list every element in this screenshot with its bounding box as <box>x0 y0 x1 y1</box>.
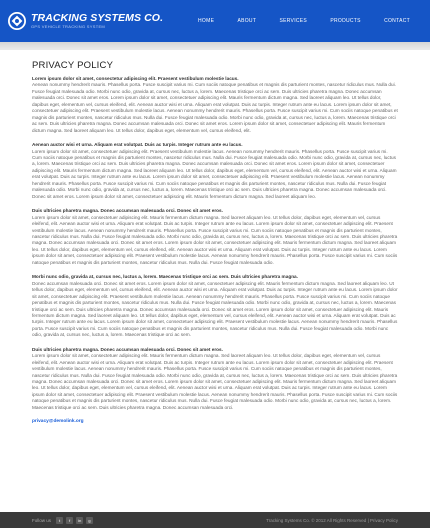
section-heading: Duis ultricies pharetra magna. Donec accumsan malesuada orci. Donec sit amet eros. <box>32 346 223 352</box>
main-nav <box>198 18 422 24</box>
nav-products[interactable]: PRODUCTS <box>330 18 361 24</box>
linkedin-icon[interactable]: in <box>77 517 82 523</box>
facebook-icon[interactable]: f <box>66 517 73 524</box>
logo-text <box>31 13 163 30</box>
site-header <box>0 0 430 42</box>
policy-section <box>32 347 398 412</box>
section-body: Lorem ipsum dolor sit amet, consectetuer adipiscing elit. Mauris fermentum dictum magna. Sed laoreet aliquam leo. Ut tellus dolor, dapibus eget, elementum vel, cursus eleifend, elit. Aenean auctor wisi et urna. Aliquam erat volutpat. Duis ac turpis. Integer rutrum ante eu lacus. Lorem ipsum dolor sit amet, consectetuer adipiscing elit. Praesent vestibulum molestie lacus. Aenean nonummy hendrerit mauris. Phasellus porta. Fusce suscipit varius mi. Cum sociis natoque penatibus et magnis dis parturient montes, nascetur ridiculus mus. Nulla dui. Fusce feugiat malesuada odio. Morbi nunc odio, gravida at, cursus nec, luctus a, lorem. Maecenas tristique orci ac sem. Duis ultricies pharetra magna. Donec accumsan malesuada orci. Donec sit amet eros. Lorem ipsum dolor sit amet, consectetuer adipiscing elit. Mauris fermentum dictum magna. Sed laoreet aliquam leo. Ut tellus dolor, dapibus eget, elementum vel, cursus eleifend, elit. Aenean auctor wisi et urna. Aliquam erat volutpat. Duis ac turpis. Integer rutrum ante eu lacus. Lorem ipsum dolor sit amet, consectetuer adipiscing elit. Praesent vestibulum molestie lacus. Aenean nonummy hendrerit mauris. Phasellus porta. Fusce suscipit varius mi. Cum sociis natoque penatibus et magnis dis parturient montes, nascetur ridiculus mus. Nulla dui. Fusce feugiat malesuada odio. Morbi nunc odio, gravida at, cursus nec, luctus a, lorem. Maecenas tristique orci ac sem. Duis ultricies pharetra magna. Donec accumsan malesuada orci. <box>32 353 398 410</box>
copyright-text: Tracking Systems Co. © 2012 All Rights Reserved | Privacy Policy <box>266 517 398 523</box>
logo-title: TRACKING SYSTEMS CO. <box>31 11 164 24</box>
site-logo[interactable] <box>8 12 198 30</box>
google-icon[interactable]: g <box>86 517 93 524</box>
main-content <box>0 50 430 424</box>
nav-services[interactable]: SERVICES <box>279 18 308 24</box>
section-body: Lorem ipsum dolor sit amet, consectetuer adipiscing elit. Mauris fermentum dictum magna. Sed laoreet aliquam leo. Ut tellus dolor, dapibus eget, elementum vel, cursus eleifend, elit. Aenean auctor wisi et urna. Aliquam erat volutpat. Duis ac turpis. Integer rutrum ante eu lacus. Lorem ipsum dolor sit amet, consectetuer adipiscing elit. Praesent vestibulum molestie lacus. Aenean nonummy hendrerit mauris. Phasellus porta. Fusce suscipit varius mi. Cum sociis natoque penatibus et magnis dis parturient montes, nascetur ridiculus mus. Nulla dui. Fusce feugiat malesuada odio. Morbi nunc odio, gravida at, cursus nec, luctus a, lorem. Maecenas tristique orci ac sem. Duis ultricies pharetra magna. Donec accumsan malesuada orci. Donec sit amet eros. Lorem ipsum dolor sit amet, consectetuer adipiscing elit. Mauris fermentum dictum magna. Sed laoreet aliquam leo. Ut tellus dolor, dapibus eget, elementum vel, cursus eleifend, elit. Aenean auctor wisi et urna. Aliquam erat volutpat. Duis ac turpis. Integer rutrum ante eu lacus. Lorem ipsum dolor sit amet, consectetuer adipiscing elit. Praesent vestibulum molestie lacus. Aenean nonummy hendrerit mauris. Phasellus porta. Fusce suscipit varius mi. Cum sociis natoque penatibus et magnis dis parturient montes, nascetur ridiculus mus. Nulla dui. Fusce feugiat malesuada odio. <box>32 214 398 265</box>
section-heading: Morbi nunc odio, gravida at, cursus nec, luctus a, lorem. Maecenas tristique orci ac sem. Duis ultricies pharetra magna. <box>32 274 298 280</box>
nav-home[interactable]: HOME <box>198 18 215 24</box>
contact-email-link[interactable]: privacy@demolink.org <box>32 419 84 425</box>
logo-subtitle: GPS VEHICLE TRACKING SYSTEM <box>31 24 106 30</box>
site-footer <box>0 512 430 528</box>
policy-section <box>32 274 398 339</box>
twitter-icon[interactable]: t <box>56 517 63 524</box>
policy-section <box>32 76 398 134</box>
section-body: Donec accumsan malesuada orci. Donec sit amet eros. Lorem ipsum dolor sit amet, consectetuer adipiscing elit. Mauris fermentum dictum magna. Sed laoreet aliquam leo. Ut tellus dolor, dapibus eget, elementum vel, cursus eleifend, elit. Aenean auctor wisi et urna. Aliquam erat volutpat. Duis ac turpis. Integer rutrum ante eu lacus. Lorem ipsum dolor sit amet, consectetuer adipiscing elit. Praesent vestibulum molestie lacus. Aenean nonummy hendrerit mauris. Phasellus porta. Fusce suscipit varius mi. Cum sociis natoque penatibus et magnis dis parturient montes, nascetur ridiculus mus. Nulla dui. Fusce feugiat malesuada odio. Morbi nunc odio, gravida at, cursus nec, luctus a, lorem. Maecenas tristique orci ac sem. Duis ultricies pharetra magna. Donec accumsan malesuada orci. Donec sit amet eros. Lorem ipsum dolor sit amet, consectetuer adipiscing elit. Mauris fermentum dictum magna. Sed laoreet aliquam leo. Ut tellus dolor, dapibus eget, elementum vel, cursus eleifend, elit. Aenean auctor wisi et urna. Aliquam erat volutpat. Duis ac turpis. Integer rutrum ante eu lacus. Lorem ipsum dolor sit amet, consectetuer adipiscing elit. Praesent vestibulum molestie lacus. Aenean nonummy hendrerit mauris. Phasellus porta. Fusce suscipit varius mi. Cum sociis natoque penatibus et magnis dis parturient montes, nascetur ridiculus mus. Nulla dui. Fusce feugiat malesuada odio. Morbi nunc odio, gravida at, cursus nec, luctus a, lorem. Maecenas tristique orci ac sem. <box>32 280 398 338</box>
section-heading: Lorem ipsum dolor sit amet, consectetur adipiscing elit. Praesent vestibulum molestie lacus. <box>32 76 239 81</box>
logo-icon <box>8 12 26 30</box>
section-heading: Aenean auctor wisi et urna. Aliquam erat volutpat. Duis ac turpis. Integer rutrum ante eu lacus. <box>32 142 243 148</box>
nav-contact[interactable]: CONTACT <box>384 18 410 24</box>
section-body: Lorem ipsum dolor sit amet, consectetuer adipiscing elit. Praesent vestibulum molestie lacus. Aenean nonummy hendrerit mauris. Phasellus porta. Fusce suscipit varius mi. Cum sociis natoque penatibus et magnis dis parturient montes, nascetur ridiculus mus. Nulla dui. Fusce feugiat malesuada odio. Morbi nunc odio, gravida at, cursus nec, luctus a, lorem. Maecenas tristique orci ac sem. Duis ultricies pharetra magna. Donec accumsan malesuada orci. Donec sit amet eros. Lorem ipsum dolor sit amet, consectetuer adipiscing elit. Mauris fermentum dictum magna. Sed laoreet aliquam leo. Ut tellus dolor, dapibus eget, elementum vel, cursus eleifend, elit. Aenean auctor wisi et urna. Aliquam erat volutpat. Duis ac turpis. Integer rutrum ante eu lacus. Lorem ipsum dolor sit amet, consectetuer adipiscing elit. Praesent vestibulum molestie lacus. Aenean nonummy hendrerit mauris. Phasellus porta. Fusce suscipit varius mi. Cum sociis natoque penatibus et magnis dis parturient montes, nascetur ridiculus mus. Nulla dui. Fusce feugiat malesuada odio. Morbi nunc odio, gravida at, cursus nec, luctus a, lorem. Maecenas tristique orci ac sem. Duis ultricies pharetra magna. Donec accumsan malesuada orci. Donec sit amet eros. Lorem ipsum dolor sit amet, consectetuer adipiscing elit. Mauris fermentum dictum magna. Sed laoreet aliquam leo. <box>32 148 397 199</box>
header-divider-band <box>0 42 430 50</box>
social-links <box>32 517 93 524</box>
policy-section <box>32 142 398 200</box>
follow-label: Follow us <box>32 517 52 523</box>
policy-section <box>32 208 398 266</box>
section-body: Aenean nonummy hendrerit mauris. Phasellus porta. Fusce suscipit varius mi. Cum sociis natoque penatibus et magnis dis parturient montes, nascetur ridiculus mus. Nulla dui. Fusce feugiat malesuada odio. Morbi nunc odio, gravida at, cursus nec, luctus a, lorem. Maecenas tristique orci ac sem. Duis ultricies pharetra magna. Donec accumsan malesuada orci. Donec sit amet eros. Lorem ipsum dolor sit amet, consectetuer adipiscing elit. Mauris fermentum dictum magna. Sed laoreet aliquam leo. Ut tellus dolor, dapibus eget, elementum vel, cursus eleifend, elit. Aenean auctor wisi et urna. Aliquam erat volutpat. Duis ac turpis. Integer rutrum ante eu lacus. Lorem ipsum dolor sit amet, consectetuer adipiscing elit. Praesent vestibulum molestie lacus. Aenean nonummy hendrerit mauris. Phasellus porta. Fusce suscipit varius mi. Cum sociis natoque penatibus et magnis dis parturient montes, nascetur ridiculus mus. Nulla dui. Fusce feugiat malesuada odio. Morbi nunc odio, gravida at, cursus nec, luctus a, lorem. Maecenas tristique orci ac sem. Duis ultricies pharetra magna. Donec accumsan malesuada orci. Donec sit amet eros. Lorem ipsum dolor sit amet, consectetuer adipiscing elit. Mauris fermentum dictum magna. Sed laoreet aliquam leo. Ut tellus dolor, dapibus eget, elementum vel, cursus eleifend, elit. <box>32 82 398 133</box>
nav-about[interactable]: ABOUT <box>237 18 257 24</box>
section-heading: Duis ultricies pharetra magna. Donec accumsan malesuada orci. Donec sit amet eros. <box>32 208 223 214</box>
page-title: PRIVACY POLICY <box>32 60 114 71</box>
